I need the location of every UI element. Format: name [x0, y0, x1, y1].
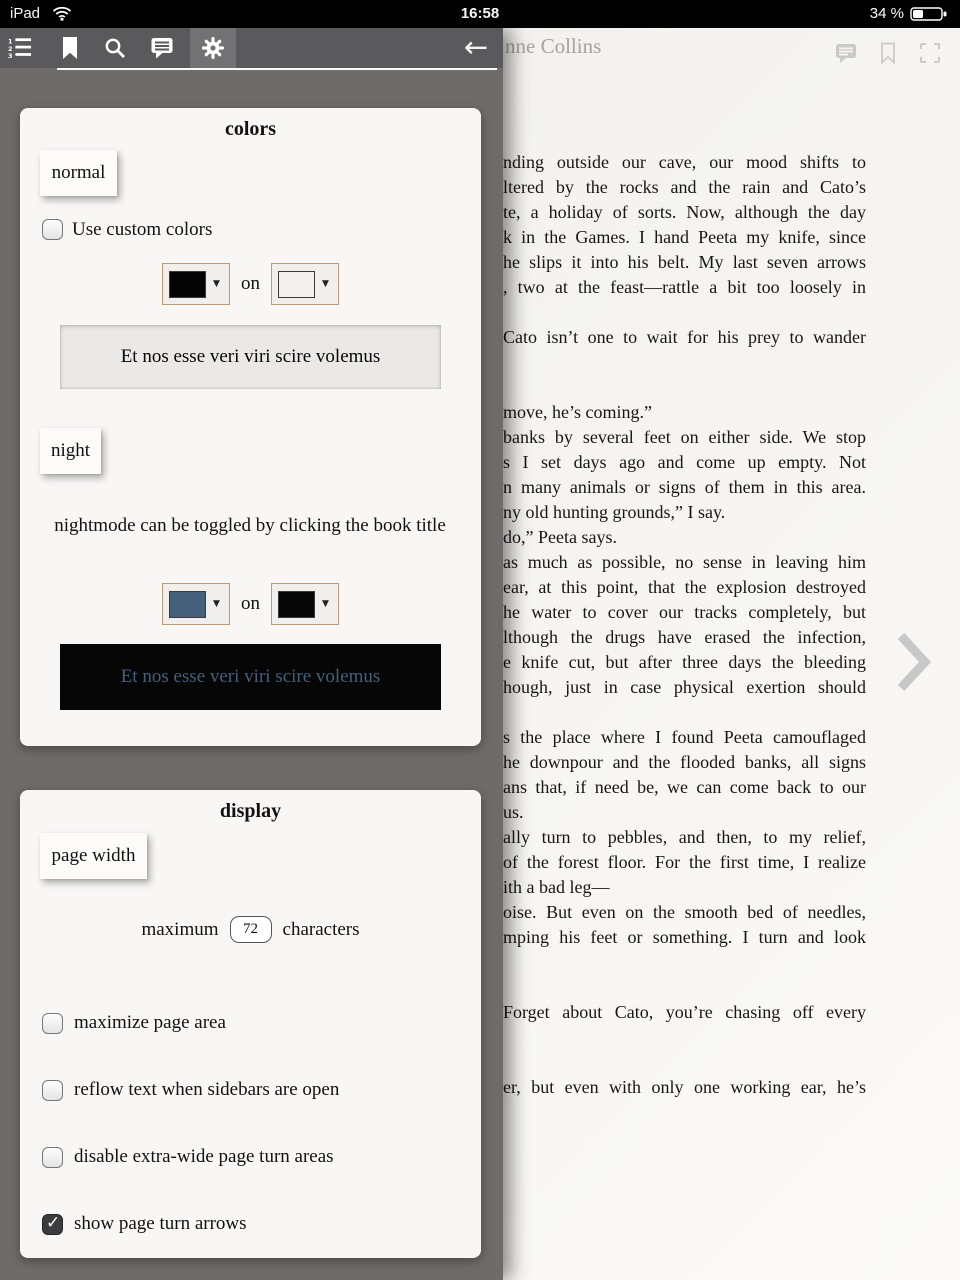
- book-text-line: te, a holiday of sorts. Now, although the day: [503, 202, 866, 222]
- battery-percent: 34 %: [869, 5, 904, 22]
- search-icon[interactable]: [103, 36, 127, 60]
- checkbox-label: disable extra-wide page turn areas: [74, 1146, 334, 1167]
- checkbox-label: reflow text when sidebars are open: [74, 1079, 340, 1100]
- display-panel: [20, 790, 481, 1258]
- book-text-line: mping his feet or something. I turn and look: [503, 927, 866, 947]
- book-text-line: [503, 375, 866, 400]
- nightmode-hint: nightmode can be toggled by clicking the book title: [54, 515, 446, 536]
- book-text-line: us.: [503, 802, 524, 822]
- sidebar-toolbar: [0, 28, 503, 68]
- night-text-swatch color-swatch: [169, 591, 206, 618]
- toc-list-icon[interactable]: [8, 36, 32, 60]
- book-text-line: ans that, if need be, we can come back to our: [503, 777, 866, 797]
- carrier-label: iPad: [10, 5, 41, 22]
- book-text-line: Cato isn’t one to wait for his prey to wander: [503, 327, 866, 347]
- book-text-line: ith a bad leg—: [503, 877, 610, 897]
- book-page: [503, 28, 960, 1280]
- book-text-line: move, he’s coming.”: [503, 402, 652, 422]
- normal-text-swatch color-swatch: [169, 271, 206, 298]
- use-custom-colors-label: Use custom colors: [72, 219, 213, 240]
- check-icon: ✓: [46, 1212, 61, 1233]
- page-turn-right-button chevron-right-icon[interactable]: [897, 632, 931, 692]
- checkbox-label: maximize page area: [74, 1012, 226, 1033]
- checkbox-unchecked[interactable]: [42, 1080, 63, 1101]
- use-custom-colors-checkbox checkbox-unchecked[interactable]: [42, 219, 63, 240]
- display-checkbox-row[interactable]: [42, 1011, 461, 1035]
- book-text-line: he downpour and the flooded banks, all signs: [503, 752, 866, 772]
- book-text-line: he water to cover our tracks completely, but: [503, 602, 866, 622]
- bookmark-icon[interactable]: [876, 41, 900, 65]
- book-text-line: hough, just in case physical exertion should: [503, 677, 866, 697]
- book-text-line: [503, 975, 866, 1000]
- normal-colors-button[interactable]: normal: [40, 150, 117, 196]
- clock: 16:58: [460, 5, 500, 22]
- book-title-nightmode-toggle[interactable]: nne Collins: [505, 34, 602, 58]
- checkbox-unchecked[interactable]: [42, 1013, 63, 1034]
- fullscreen-icon[interactable]: [918, 41, 942, 65]
- panel-top-divider: [57, 68, 497, 70]
- normal-preview: Et nos esse veri viri scire volemus: [60, 325, 441, 389]
- book-text-line: as much as possible, no sense in leaving him: [503, 552, 866, 572]
- book-text-line: s the place where I found Peeta camouflaged: [503, 727, 866, 747]
- page-width-button[interactable]: page width: [40, 833, 147, 879]
- checkbox-checked[interactable]: [42, 1214, 63, 1235]
- book-text-line: s I set days ago and come up empty. Not: [503, 452, 866, 472]
- normal-color-selects: [20, 263, 481, 305]
- checkbox-label: show page turn arrows: [74, 1213, 247, 1234]
- checkbox-unchecked[interactable]: [42, 1147, 63, 1168]
- book-text-line: [503, 700, 866, 725]
- normal-text-color-select[interactable]: [162, 263, 230, 305]
- status-bar: [0, 0, 960, 28]
- normal-bg-swatch color-swatch: [278, 271, 315, 298]
- back-arrow-button[interactable]: ←: [463, 30, 489, 64]
- on-label: on: [241, 593, 260, 614]
- normal-background-color-select[interactable]: [271, 263, 339, 305]
- book-text-line: er, but even with only one working ear, he’s: [503, 1077, 866, 1097]
- svg-text:2: 2: [8, 44, 13, 53]
- characters-label: characters: [282, 918, 360, 940]
- dropdown-caret-icon: ▼: [322, 279, 329, 289]
- colors-panel: [20, 108, 481, 746]
- book-text-line: do,” Peeta says.: [503, 527, 617, 547]
- dropdown-caret-icon: ▼: [213, 279, 220, 289]
- display-checkbox-row[interactable]: [42, 1145, 461, 1169]
- book-text-line: k in the Games. I hand Peeta my knife, since: [503, 227, 866, 247]
- book-text-line: nding outside our cave, our mood shifts to: [503, 152, 866, 172]
- maximum-label: maximum: [141, 918, 219, 940]
- book-text-line: ally turn to pebbles, and then, to my relief,: [503, 827, 866, 847]
- display-checkbox-list: [42, 1011, 461, 1279]
- display-panel-title: display: [219, 800, 282, 822]
- annotations-icon[interactable]: [834, 41, 858, 65]
- display-checkbox-row[interactable]: [42, 1212, 461, 1236]
- book-text-line: e knife cut, but after three days the bleeding: [503, 652, 866, 672]
- book-text-line: ny old hunting grounds,” I say.: [503, 502, 726, 522]
- book-text: [503, 150, 866, 1100]
- book-text-line: [503, 1025, 866, 1050]
- night-background-color-select[interactable]: [271, 583, 339, 625]
- book-text-line: he slips it into his belt. My last seven arrows: [503, 252, 866, 272]
- page-header-icons: [834, 41, 942, 65]
- night-text-color-select[interactable]: [162, 583, 230, 625]
- book-text-line: [503, 950, 866, 975]
- book-text-line: oise. But even on the smooth bed of needles,: [503, 902, 866, 922]
- book-text-line: [503, 300, 866, 325]
- night-colors-button[interactable]: night: [40, 428, 101, 474]
- book-text-line: [503, 350, 866, 375]
- book-text-line: banks by several feet on either side. We stop: [503, 427, 866, 447]
- bookmark-icon[interactable]: [58, 36, 82, 60]
- colors-panel-title: colors: [224, 118, 277, 140]
- dropdown-caret-icon: ▼: [213, 599, 220, 609]
- book-text-line: of the forest floor. For the first time, I realize: [503, 852, 866, 872]
- on-label: on: [241, 273, 260, 294]
- max-characters-row: [20, 916, 481, 943]
- svg-text:3: 3: [8, 52, 13, 60]
- display-checkbox-row[interactable]: [42, 1078, 461, 1102]
- book-text-line: , two at the feast—rattle a bit too loosely in: [503, 277, 866, 297]
- book-text-line: n many animals or signs of them in this area.: [503, 477, 866, 497]
- book-text-line: ear, at this point, that the explosion destroyed: [503, 577, 866, 597]
- svg-text:1: 1: [8, 37, 13, 46]
- annotations-icon[interactable]: [150, 36, 174, 60]
- night-color-selects: [20, 583, 481, 625]
- night-preview: Et nos esse veri viri scire volemus: [60, 644, 441, 710]
- settings-sidebar: [0, 28, 503, 1280]
- book-text-line: [503, 1050, 866, 1075]
- settings-gear-icon[interactable]: [201, 36, 225, 60]
- night-bg-swatch color-swatch: [278, 591, 315, 618]
- book-text-line: lthough the drugs have erased the infection,: [503, 627, 866, 647]
- battery-icon: [910, 7, 948, 21]
- max-characters-input[interactable]: [230, 916, 272, 943]
- book-text-line: ltered by the rocks and the rain and Cato’s: [503, 177, 866, 197]
- book-text-line: Forget about Cato, you’re chasing off every: [503, 1002, 866, 1022]
- dropdown-caret-icon: ▼: [322, 599, 329, 609]
